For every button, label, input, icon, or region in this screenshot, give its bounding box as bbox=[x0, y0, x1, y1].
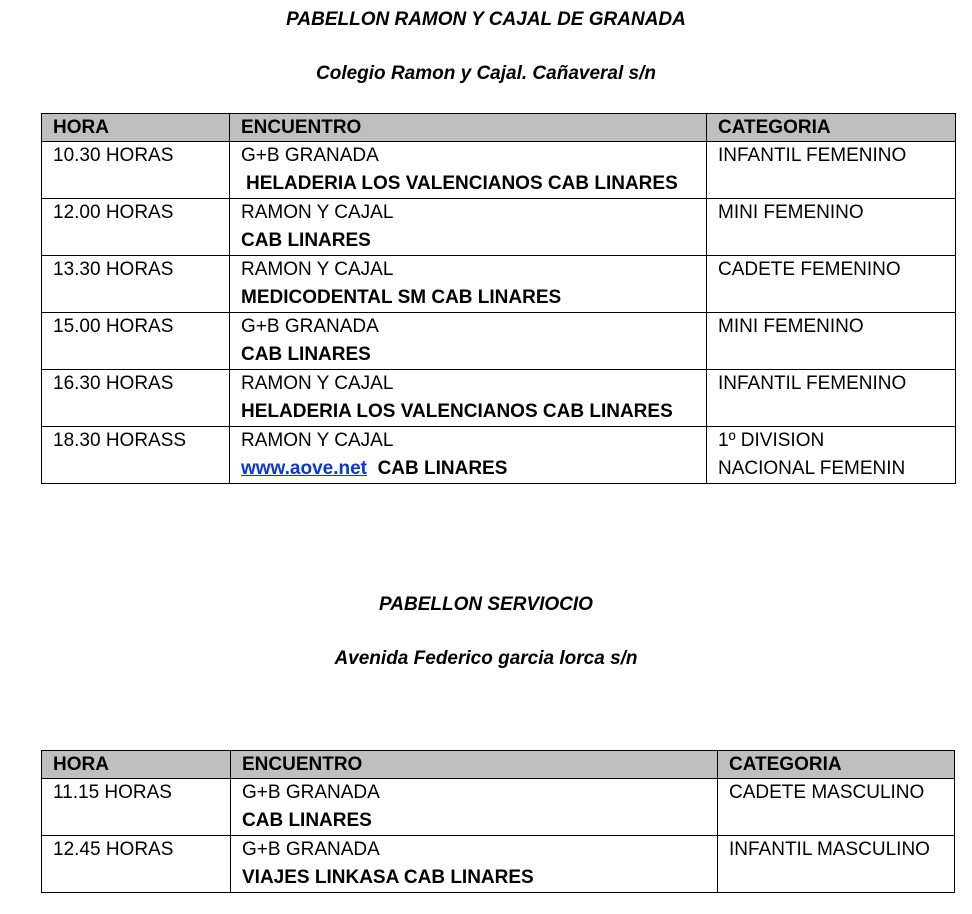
encuentro-cell bbox=[230, 256, 707, 313]
table-header-row bbox=[42, 114, 956, 142]
venue2-address: Avenida Federico garcia lorca s/n bbox=[334, 648, 638, 669]
away-team: CAB LINARES bbox=[241, 344, 371, 365]
home-team: RAMON Y CAJAL bbox=[241, 202, 394, 223]
away-team: VIAJES LINKASA CAB LINARES bbox=[242, 867, 534, 888]
categoria-line1: 1º DIVISION bbox=[718, 430, 825, 451]
hora-cell: 10.30 HORAS bbox=[42, 142, 230, 199]
hora-cell: 16.30 HORAS bbox=[42, 370, 230, 427]
encuentro-cell bbox=[230, 142, 707, 199]
categoria-cell: MINI FEMENINO bbox=[707, 313, 956, 370]
away-team: HELADERIA LOS VALENCIANOS CAB LINARES bbox=[241, 401, 673, 422]
hora-cell: 18.30 HORASS bbox=[42, 427, 230, 484]
header-hora: HORA bbox=[42, 114, 230, 142]
encuentro-cell bbox=[230, 313, 707, 370]
encuentro-cell bbox=[230, 370, 707, 427]
table-row bbox=[42, 427, 956, 484]
home-team: RAMON Y CAJAL bbox=[241, 373, 394, 394]
header-encuentro: ENCUENTRO bbox=[230, 114, 707, 142]
encuentro-cell bbox=[231, 836, 718, 893]
categoria-line2: NACIONAL FEMENIN bbox=[718, 458, 906, 479]
categoria-cell bbox=[707, 427, 956, 484]
table-row bbox=[42, 779, 955, 836]
encuentro-cell bbox=[231, 779, 718, 836]
categoria-cell: CADETE MASCULINO bbox=[718, 779, 955, 836]
home-team: G+B GRANADA bbox=[242, 839, 380, 860]
categoria-cell: CADETE FEMENINO bbox=[707, 256, 956, 313]
hora-cell: 12.00 HORAS bbox=[42, 199, 230, 256]
venue2-schedule-table bbox=[41, 750, 955, 893]
home-team: G+B GRANADA bbox=[242, 782, 380, 803]
hora-cell: 11.15 HORAS bbox=[42, 779, 231, 836]
aove-link[interactable]: www.aove.net bbox=[241, 458, 367, 479]
away-team: CAB LINARES bbox=[377, 458, 508, 479]
categoria-cell: MINI FEMENINO bbox=[707, 199, 956, 256]
hora-cell: 15.00 HORAS bbox=[42, 313, 230, 370]
home-team: RAMON Y CAJAL bbox=[241, 259, 394, 280]
venue2-title: PABELLON SERVIOCIO bbox=[379, 594, 593, 615]
away-team: CAB LINARES bbox=[242, 810, 372, 831]
table-row bbox=[42, 370, 956, 427]
away-team: HELADERIA LOS VALENCIANOS CAB LINARES bbox=[246, 173, 678, 194]
away-team-line bbox=[241, 455, 706, 483]
table-header-row bbox=[42, 751, 955, 779]
header-categoria: CATEGORIA bbox=[718, 751, 955, 779]
hora-cell: 12.45 HORAS bbox=[42, 836, 231, 893]
table-row bbox=[42, 256, 956, 313]
table-row bbox=[42, 199, 956, 256]
table-row bbox=[42, 142, 956, 199]
encuentro-cell bbox=[230, 427, 707, 484]
home-team: G+B GRANADA bbox=[241, 316, 379, 337]
home-team: G+B GRANADA bbox=[241, 145, 379, 166]
away-team: CAB LINARES bbox=[241, 230, 371, 251]
table-row bbox=[42, 313, 956, 370]
home-team: RAMON Y CAJAL bbox=[241, 430, 394, 451]
encuentro-cell bbox=[230, 199, 707, 256]
table-row bbox=[42, 836, 955, 893]
header-categoria: CATEGORIA bbox=[707, 114, 956, 142]
categoria-cell: INFANTIL MASCULINO bbox=[718, 836, 955, 893]
venue1-title: PABELLON RAMON Y CAJAL DE GRANADA bbox=[286, 9, 686, 30]
categoria-cell: INFANTIL FEMENINO bbox=[707, 370, 956, 427]
header-encuentro: ENCUENTRO bbox=[231, 751, 718, 779]
header-hora: HORA bbox=[42, 751, 231, 779]
venue1-address: Colegio Ramon y Cajal. Cañaveral s/n bbox=[316, 63, 656, 84]
venue1-schedule-table bbox=[41, 113, 956, 484]
categoria-cell: INFANTIL FEMENINO bbox=[707, 142, 956, 199]
hora-cell: 13.30 HORAS bbox=[42, 256, 230, 313]
away-team: MEDICODENTAL SM CAB LINARES bbox=[241, 287, 562, 308]
